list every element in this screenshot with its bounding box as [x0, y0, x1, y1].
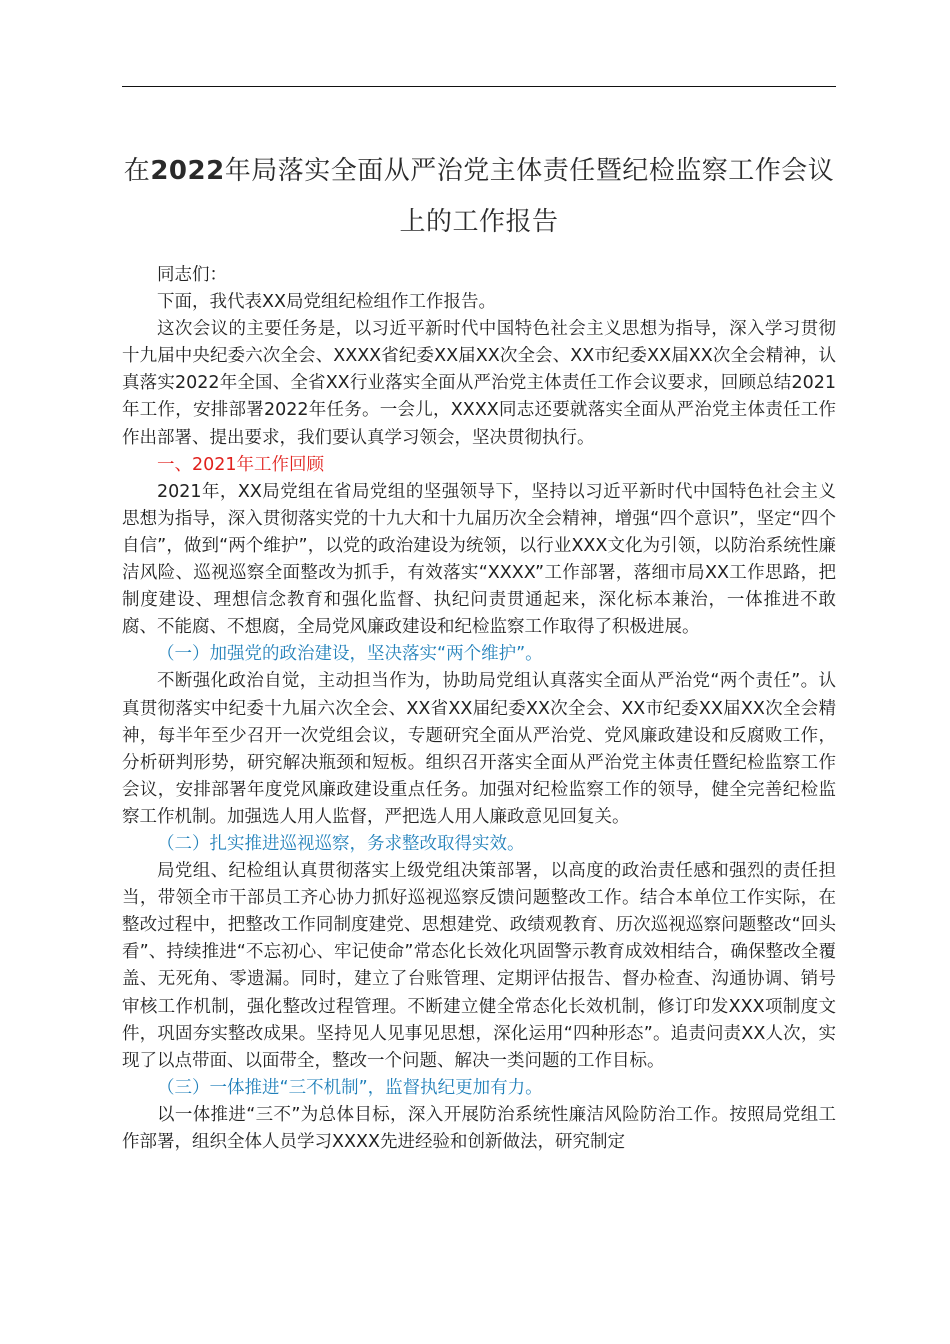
paragraph-meeting-tasks: 这次会议的主要任务是，以习近平新时代中国特色社会主义思想为指导，深入学习贯彻十九届中央纪委六次全会、XXXX省纪委XX届XX次全会、XX市纪委XX届XX次全会精神，认真落实2022年全国、全省XX行业落实全面从严治党主体责任工作会议要求，回顾总结2021年工作，安排部署2022年任务。一会儿，XXXX同志还要就落实全面从严治党主体责任工作作出部署、提出要求，我们要认真学习领会，坚决贯彻执行。: [122, 319, 836, 448]
header-rule: [122, 86, 836, 87]
title-prefix: 在: [123, 156, 151, 186]
section-heading-review: 一、2021年工作回顾: [157, 454, 325, 475]
paragraph-political-building: 不断强化政治自觉，主动担当作为，协助局党组认真落实全面从严治党“两个责任”。认真贯彻落实中纪委十九届六次全会、XX省XX届纪委XX次全会、XX市纪委XX届XX次全会精神，每半年至少召开一次党组会议，专题研究全面从严治党、党风廉政建设和反腐败工作，分析研判形势，研究解决瓶颈和短板。组织召开落实全面从严治党主体责任暨纪检监察工作会议，安排部署年度党风廉政建设重点任务。加强对纪检监察工作的领导，健全完善纪检监察工作机制。加强选人用人监督，严把选人用人廉政意见回复关。: [122, 671, 836, 827]
title-suffix: 年局落实全面从严治党主体责任暨纪检监察工作会议上的工作报告: [224, 156, 835, 237]
paragraph-three-nots: 以一体推进“三不”为总体目标，深入开展防治系统性廉洁风险防治工作。按照局党组工作部署，组织全体人员学习XXXX先进经验和创新做法，研究制定: [122, 1104, 836, 1152]
title-year: 2022: [150, 156, 225, 186]
document-title: [118, 146, 840, 248]
subheading-political-building: （一）加强党的政治建设，坚决落实“两个维护”。: [157, 644, 543, 665]
paragraph-salutation: 同志们：: [157, 265, 227, 285]
paragraph-review-summary: 2021年，XX局党组在省局党组的坚强领导下，坚持以习近平新时代中国特色社会主义思想为指导，深入贯彻落实党的十九大和十九届历次全会精神，增强“四个意识”，坚定“四个自信”，做到“两个维护”，以党的政治建设为统领，以行业XXX文化为引领，以防治系统性廉洁风险、巡视巡察全面整改为抓手，有效落实“XXXX”工作部署，落细市局XX工作思路，把制度建设、理想信念教育和强化监督、执纪问责贯通起来，深化标本兼治，一体推进不敢腐、不能腐、不想腐，全局党风廉政建设和纪检监察工作取得了积极进展。: [122, 481, 836, 638]
document-body: [122, 262, 836, 1156]
subheading-three-nots: （三）一体推进“三不机制”，监督执纪更加有力。: [157, 1077, 543, 1098]
paragraph-inspection: 局党组、纪检组认真贯彻落实上级党组决策部署，以高度的政治责任感和强烈的责任担当，带领全市干部员工齐心协力抓好巡视巡察反馈问题整改工作。结合本单位工作实际，在整改过程中，把整改工作同制度建党、思想建党、政绩观教育、历次巡视巡察问题整改“回头看”、持续推进“不忘初心、牢记使命”常态化长效化巩固警示教育成效相结合，确保整改全覆盖、无死角、零遗漏。同时，建立了台账管理、定期评估报告、督办检查、沟通协调、销号审核工作机制，强化整改过程管理。不断建立健全常态化长效机制，修订印发XXX项制度文件，巩固夯实整改成果。坚持见人见事见思想，深化运用“四种形态”。追责问责XX人次，实现了以点带面、以面带全，整改一个问题、解决一类问题的工作目标。: [122, 861, 836, 1071]
paragraph-intro: 下面，我代表XX局党组纪检组作工作报告。: [157, 292, 496, 313]
subheading-inspection: （二）扎实推进巡视巡察，务求整改取得实效。: [157, 833, 525, 854]
